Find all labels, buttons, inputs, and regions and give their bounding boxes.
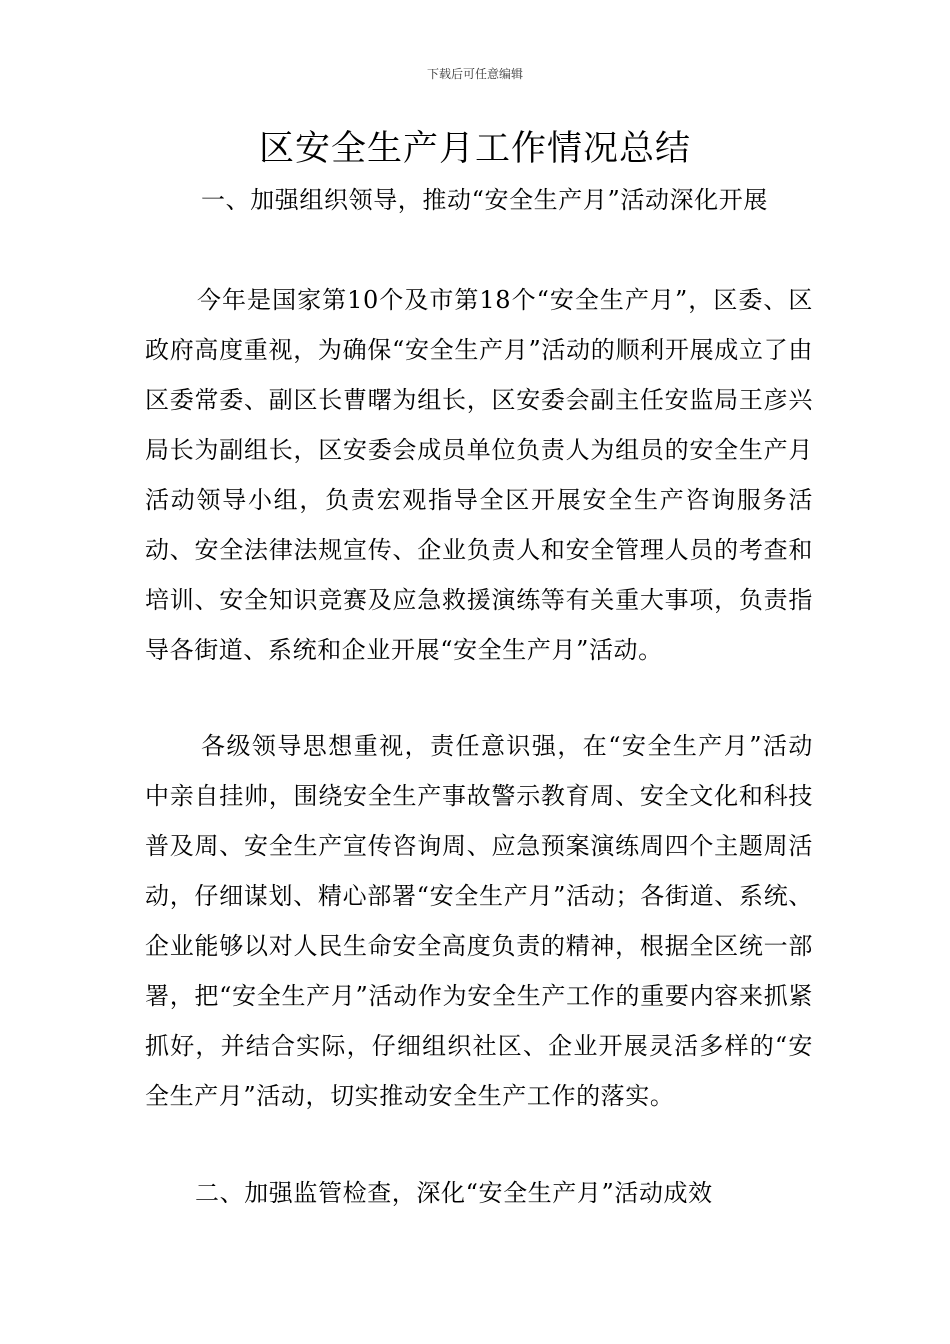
section-heading-2: 二、加强监管检查，深化“安全生产月”活动成效 — [195, 1179, 713, 1207]
section-heading-1: 一、加强组织领导，推动“安全生产月”活动深化开展 — [201, 186, 768, 214]
paragraph-2: 各级领导思想重视，责任意识强，在“安全生产月”活动中亲自挂帅，围绕安全生产事故警示教育周、安全文化和科技普及周、安全生产宣传咨询周、应急预案演练周四个主题周活动，仔细谋划、精心部署“安全生产月”活动；各街道、系统、企业能够以对人民生命安全高度负责的精神，根据全区统一部署，把“安全生产月”活动作为安全生产工作的重要内容来抓紧抓好，并结合实际，仔细组织社区、企业开展灵活多样的“安全生产月”活动，切实推动安全生产工作的落实。 — [145, 732, 813, 1110]
document-title: 区安全生产月工作情况总结 — [258, 129, 691, 169]
paragraph-1: 今年是国家第10个及市第18个“安全生产月”，区委、区政府高度重视，为确保“安全生产月”活动的顺利开展成立了由区委常委、副区长曹曙为组长，区安委会副主任安监局王彦兴局长为副组长，区安委会成员单位负责人为组员的安全生产月活动领导小组，负责宏观指导全区开展安全生产咨询服务活动、安全法律法规宣传、企业负责人和安全管理人员的考查和培训、安全知识竞赛及应急救援演练等有关重大事项，负责指导各街道、系统和企业开展“安全生产月”活动。 — [145, 286, 813, 664]
header-note: 下载后可任意编辑 — [426, 67, 523, 81]
